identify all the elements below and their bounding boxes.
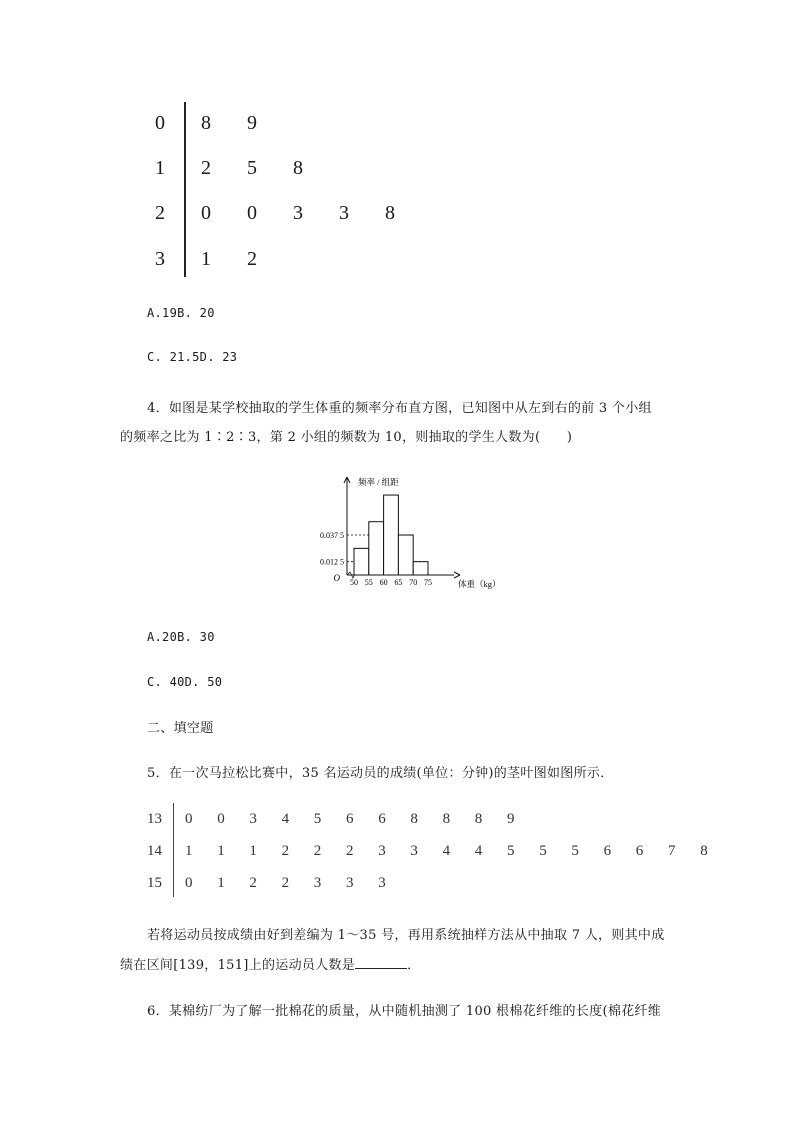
q4-options-ab: A.20B. 30 xyxy=(147,630,215,644)
x-tick-label: 50 xyxy=(350,578,358,587)
leaf-value: 4 xyxy=(281,811,290,827)
q4-text-line2: 的频率之比为 1∶2∶3，第 2 小组的频数为 10，则抽取的学生人数为( ) xyxy=(120,430,573,445)
leaf-value: 5 xyxy=(313,811,322,827)
stem-divider-2 xyxy=(173,803,174,897)
q5-text-line2: 若将运动员按成绩由好到差编为 1～35 号，再用系统抽样方法从中抽取 7 人，则其中成 xyxy=(147,928,665,943)
leaf-value: 7 xyxy=(668,843,676,859)
leaf-value: 5 xyxy=(571,843,579,859)
leaf-value: 4 xyxy=(474,843,483,859)
leaf-value: 1 xyxy=(217,843,225,859)
leaf-value: 2 xyxy=(247,248,257,270)
stem-value: 3 xyxy=(155,248,165,270)
leaf-value: 0 xyxy=(185,875,193,891)
q5-line3-prefix: 绩在区间[139，151]上的运动员人数是 xyxy=(120,958,356,973)
stem-value: 13 xyxy=(147,811,162,827)
leaf-value: 4 xyxy=(442,843,451,859)
leaf-value: 6 xyxy=(346,811,354,827)
stem-divider xyxy=(184,102,186,277)
histogram-bar xyxy=(384,495,399,575)
histogram-bar xyxy=(413,562,428,575)
histogram-bar xyxy=(354,548,369,575)
leaf-value: 3 xyxy=(339,202,349,224)
frequency-histogram xyxy=(312,474,512,594)
leaf-value: 1 xyxy=(185,843,193,859)
leaf-value: 3 xyxy=(293,202,303,224)
q5-text-line3 xyxy=(120,954,420,973)
leaf-value: 0 xyxy=(217,811,225,827)
q4-text-line1: 4．如图是某学校抽取的学生体重的频率分布直方图，已知图中从左到右的前 3 个小组 xyxy=(147,401,652,416)
q3-options-cd: C. 21.5D. 23 xyxy=(147,350,238,364)
x-axis-arrow xyxy=(454,572,460,575)
leaf-value: 2 xyxy=(313,843,322,859)
leaf-value: 3 xyxy=(346,875,354,891)
leaf-value: 6 xyxy=(603,843,612,859)
leaf-value: 8 xyxy=(385,202,395,224)
leaf-value: 8 xyxy=(293,157,303,179)
stem-value: 15 xyxy=(147,875,162,891)
histogram-bar xyxy=(398,535,413,575)
q5-line3-suffix: ． xyxy=(407,958,421,973)
leaf-value: 9 xyxy=(507,811,515,827)
leaf-value: 5 xyxy=(247,157,257,179)
q6-text-line1: 6．某棉纺厂为了解一批棉花的质量，从中随机抽测了 100 根棉花纤维的长度(棉花纤维 xyxy=(147,1004,662,1019)
x-tick-label: 55 xyxy=(364,578,373,587)
x-tick-label: 60 xyxy=(379,578,388,587)
histogram-bar xyxy=(369,522,384,575)
leaf-value: 0 xyxy=(201,202,211,224)
stem-value: 14 xyxy=(147,843,162,859)
leaf-value: 0 xyxy=(247,202,257,224)
section-title: 二、填空题 xyxy=(147,721,214,736)
leaf-value: 3 xyxy=(378,875,386,891)
leaf-value: 2 xyxy=(201,157,211,179)
histogram-bars xyxy=(354,495,428,575)
stem-value: 1 xyxy=(155,157,165,179)
stem-value: 2 xyxy=(155,202,165,224)
leaf-value: 3 xyxy=(378,843,386,859)
stem-value: 0 xyxy=(155,112,165,134)
leaf-value: 8 xyxy=(442,811,451,827)
leaf-value: 2 xyxy=(281,875,290,891)
leaf-value: 3 xyxy=(313,875,322,891)
leaf-value: 1 xyxy=(217,875,225,891)
x-axis-label: 体重（kg） xyxy=(458,579,501,589)
q4-options-cd: C. 40D. 50 xyxy=(147,675,223,689)
answer-blank[interactable] xyxy=(355,956,407,969)
leaf-value: 3 xyxy=(410,843,418,859)
y-axis-label: 频率 / 组距 xyxy=(358,477,399,487)
y-tick-label: 0.012 5 xyxy=(320,557,344,567)
leaf-value: 1 xyxy=(249,843,257,859)
leaf-value: 6 xyxy=(378,811,386,827)
x-tick-label: 65 xyxy=(394,578,403,587)
leaf-value: 8 xyxy=(700,843,708,859)
leaf-value: 5 xyxy=(507,843,515,859)
leaf-value: 2 xyxy=(249,875,257,891)
leaf-value: 8 xyxy=(410,811,418,827)
q5-text-line1: 5．在一次马拉松比赛中，35 名运动员的成绩(单位：分钟)的茎叶图如图所示． xyxy=(147,766,614,781)
q3-options-ab: A.19B. 20 xyxy=(147,306,215,320)
x-tick-label: 75 xyxy=(424,578,432,587)
leaf-value: 5 xyxy=(539,843,547,859)
x-tick-label: 70 xyxy=(409,578,418,587)
leaf-value: 8 xyxy=(201,112,211,134)
leaf-value: 2 xyxy=(281,843,290,859)
leaf-value: 1 xyxy=(201,248,211,270)
leaf-value: 9 xyxy=(247,112,257,134)
y-tick-label: 0.037 5 xyxy=(320,531,344,541)
leaf-value: 0 xyxy=(185,811,193,827)
leaf-value: 6 xyxy=(635,843,644,859)
leaf-value: 3 xyxy=(249,811,257,827)
leaf-value: 2 xyxy=(346,843,354,859)
leaf-value: 8 xyxy=(474,811,483,827)
x-axis-arrow xyxy=(454,575,460,578)
origin-label: O xyxy=(333,573,340,583)
